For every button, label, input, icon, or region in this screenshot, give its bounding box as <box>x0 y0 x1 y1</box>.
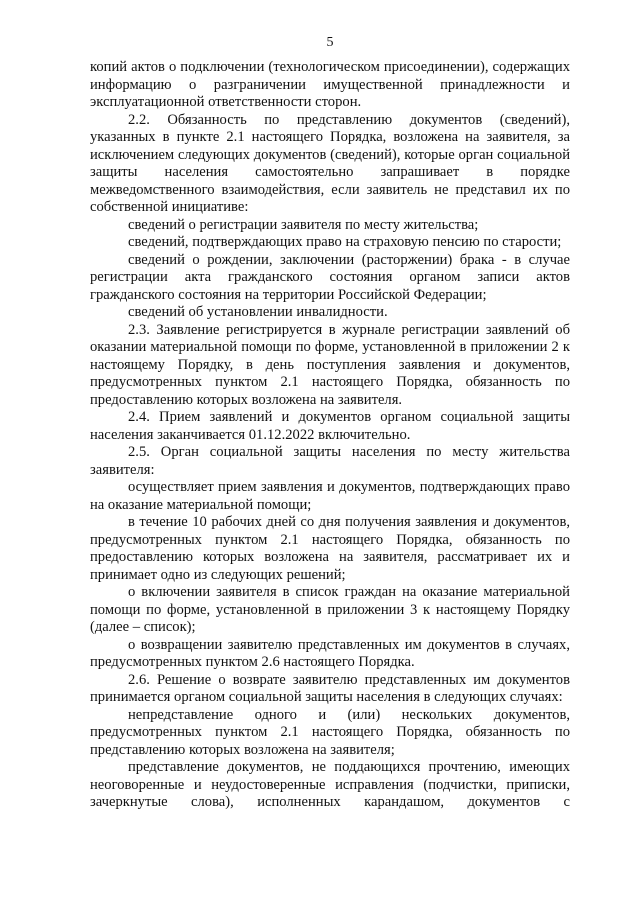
list-item-acceptance: осуществляет прием заявления и документов, подтверждающих право на оказание материальной помощи; <box>90 479 570 513</box>
page-number: 5 <box>326 35 334 50</box>
list-item-illegible-documents: представление документов, не поддающихся прочтению, имеющих неоговоренные и неудостоверенные исправления (подчистки, приписки, зачеркнутые слова), исполненных карандашом, документов с <box>90 759 570 810</box>
paragraph-continuation: копий актов о подключении (технологическом присоединении), содержащих информацию о разграничении имущественной принадлежности и эксплуатационной ответственности сторон. <box>90 59 570 110</box>
paragraph-2-2: 2.2. Обязанность по представлению документов (сведений), указанных в пункте 2.1 настоящего Порядка, возложена на заявителя, за исключением следующих документов (сведений), которые орган социальной защиты населения самостоятельно запрашивает в порядке межведомственного взаимодействия, если заявитель не представил их по собственной инициативе: <box>90 111 570 215</box>
list-item-pension: сведений, подтверждающих право на страховую пенсию по старости; <box>128 234 562 250</box>
paragraph-2-3: 2.3. Заявление регистрируется в журнале регистрации заявлений об оказании материальной помощи по форме, установленной в приложении 2 к настоящему Порядку, в день поступления заявления и документов, предусмотренных пунктом 2.1 настоящего Порядка, обязанность по предоставлению которых возложена на заявителя. <box>90 321 570 408</box>
paragraph-2-6: 2.6. Решение о возврате заявителю представленных им документов принимается органом социальной защиты населения в следующих случаях: <box>90 671 570 705</box>
list-item-review: в течение 10 рабочих дней со дня получения заявления и документов, предусмотренных пунктом 2.1 настоящего Порядка, обязанность по предоставлению которых возложена на заявителя, рассматривает их и принимает одно из следующих решений; <box>90 514 570 583</box>
document-body <box>90 59 570 812</box>
list-item-registration: сведений о регистрации заявителя по месту жительства; <box>128 216 479 233</box>
list-item-disability: сведений об установлении инвалидности. <box>128 304 388 320</box>
paragraph-2-4: 2.4. Прием заявлений и документов органом социальной защиты населения заканчивается 01.12.2022 включительно. <box>90 409 570 443</box>
list-item-non-submission: непредставление одного и (или) нескольких документов, предусмотренных пунктом 2.1 настоящего Порядка, обязанность по представлению которых возложена на заявителя; <box>90 706 570 758</box>
list-item-return: о возвращении заявителю представленных им документов в случаях, предусмотренных пунктом 2.6 настоящего Порядка. <box>90 636 570 670</box>
paragraph-2-5: 2.5. Орган социальной защиты населения по месту жительства заявителя: <box>90 444 570 478</box>
list-item-inclusion: о включении заявителя в список граждан на оказание материальной помощи по форме, установленной в приложении 3 к настоящему Порядку (далее – список); <box>90 584 570 635</box>
list-item-civil-status: сведений о рождении, заключении (расторжении) брака - в случае регистрации акта гражданского состояния органом записи актов гражданского состояния на территории Российской Федерации; <box>90 251 570 303</box>
